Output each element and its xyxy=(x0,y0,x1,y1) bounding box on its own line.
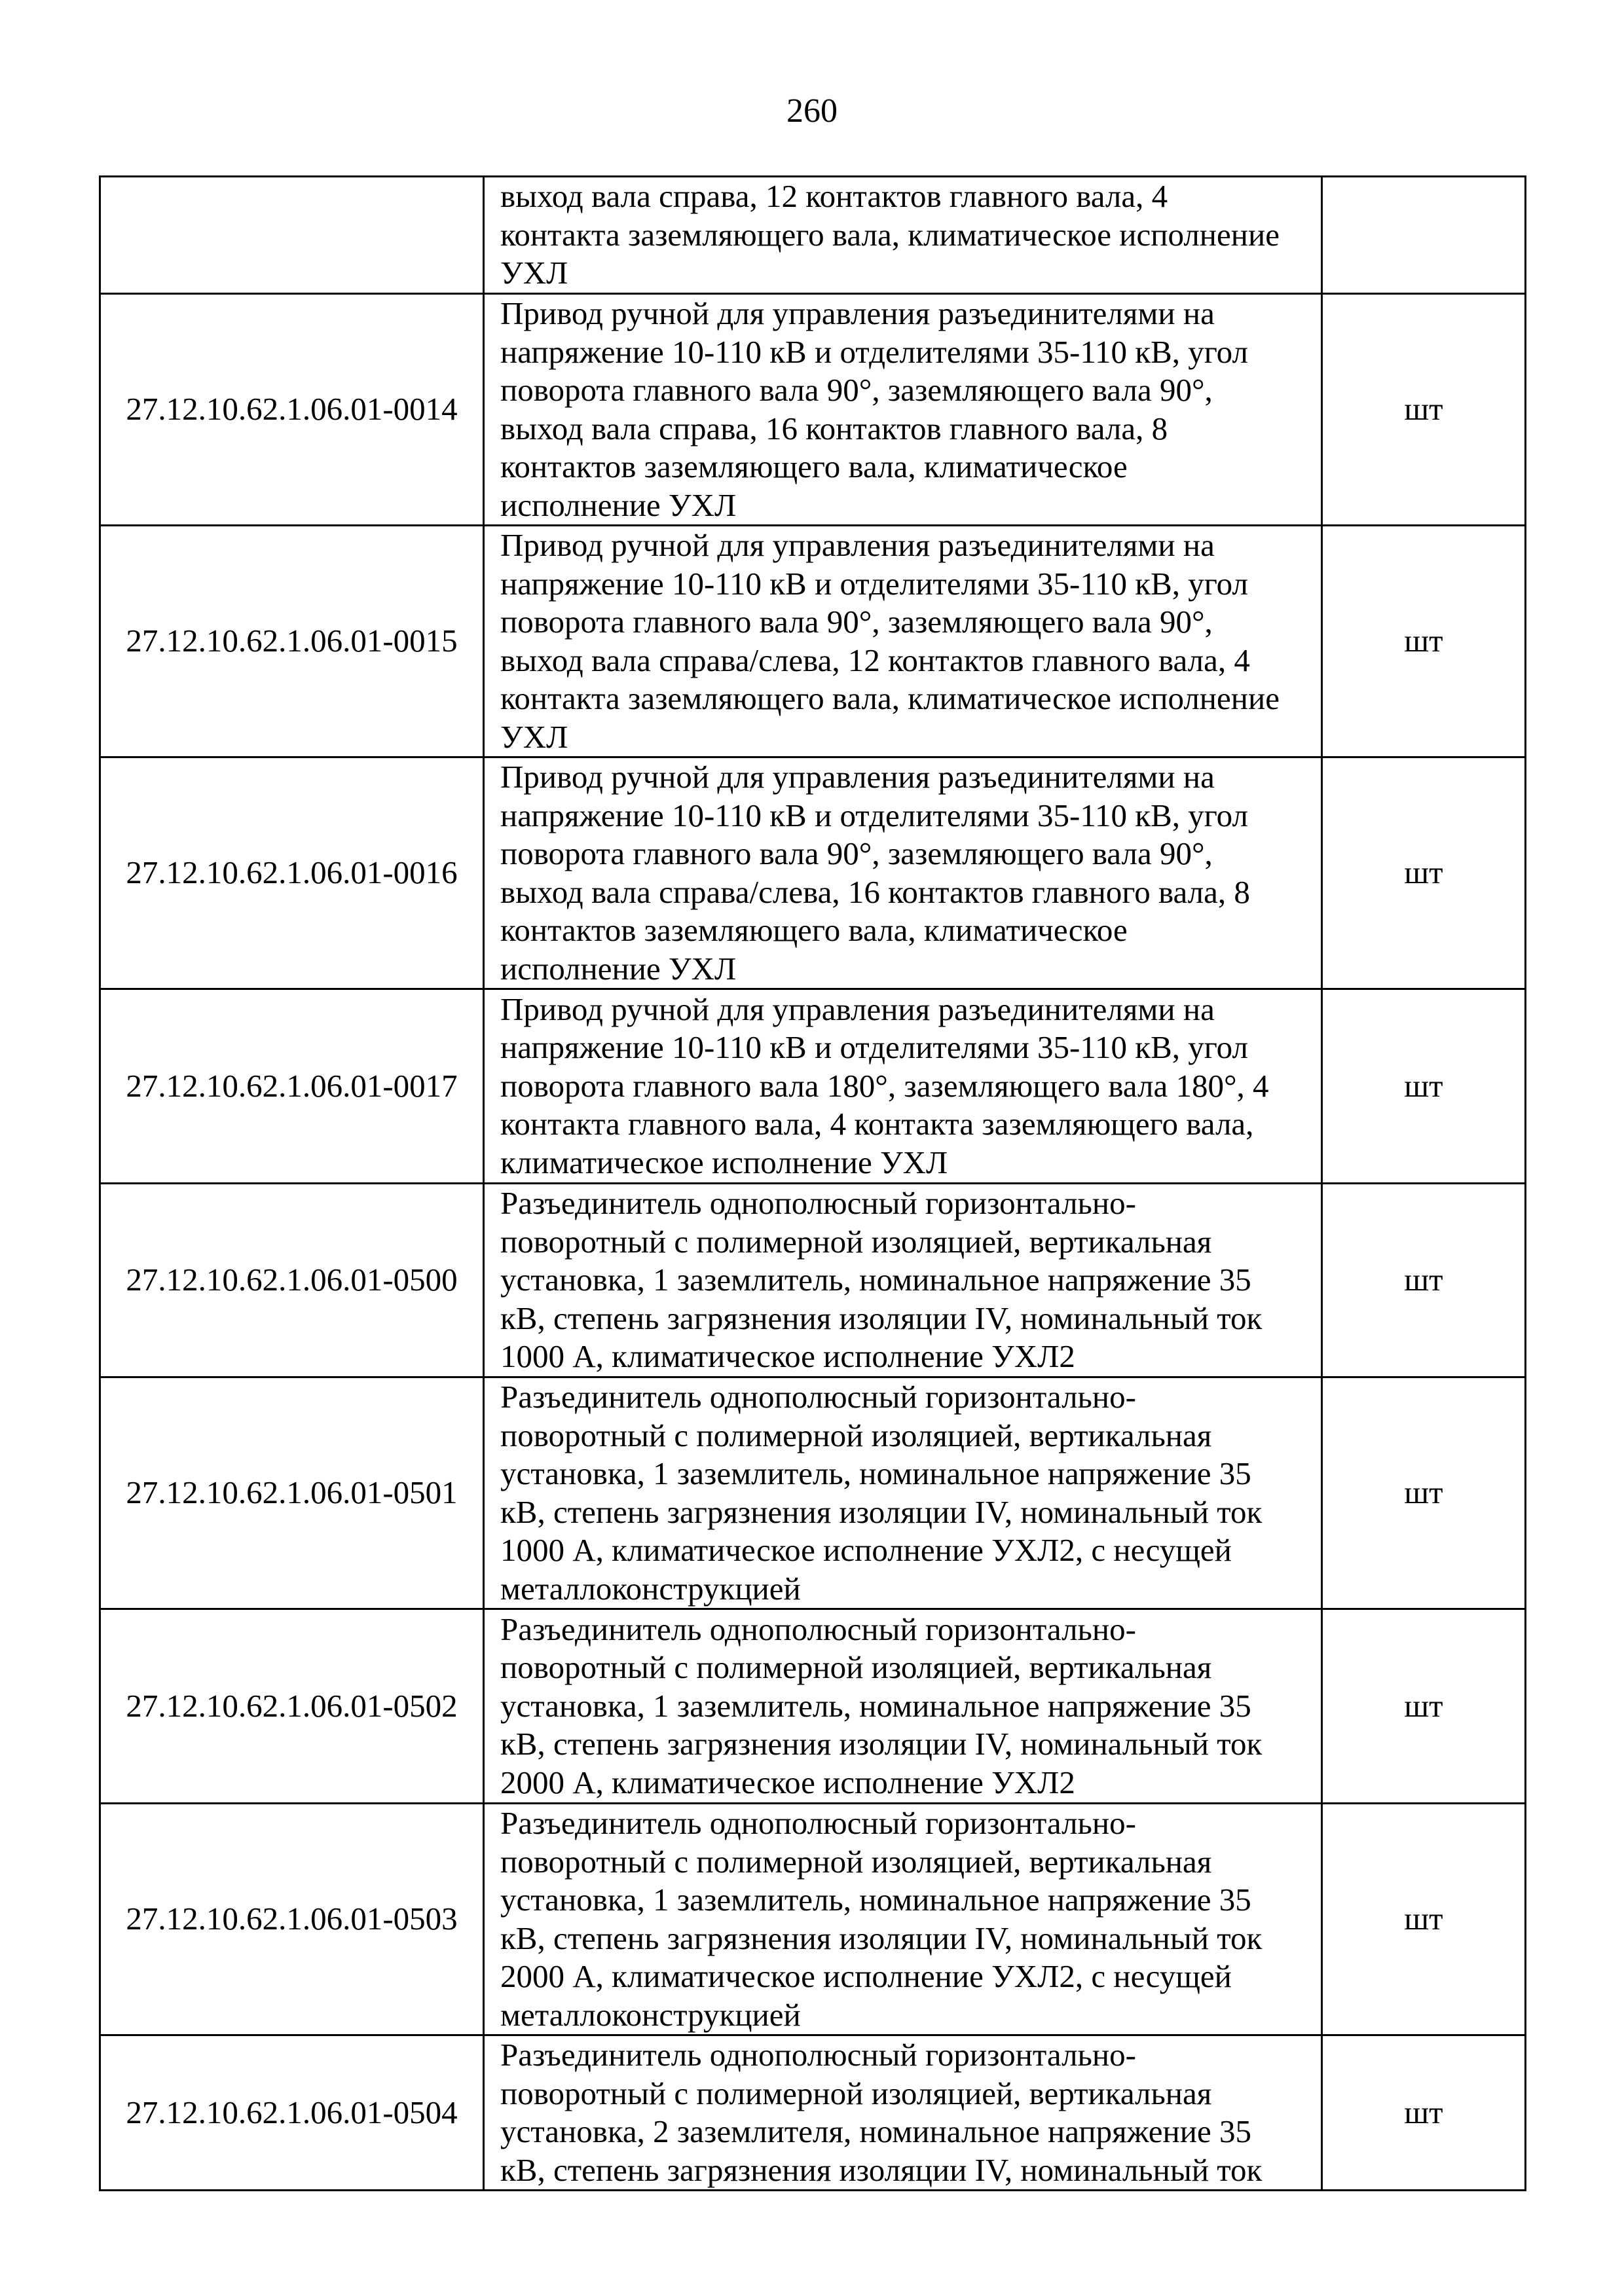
description-line: поворотный с полимерной изоляцией, вертикальная xyxy=(500,1843,1212,1880)
description-line: металлоконструкцией xyxy=(500,1996,801,2033)
description-line: поворота главного вала 90°, заземляющего вала 90°, xyxy=(500,372,1213,408)
resource-description-cell xyxy=(484,757,1322,989)
description-line: напряжение 10-110 кВ и отделителями 35-110 кВ, угол xyxy=(500,333,1248,370)
resource-description-cell xyxy=(484,1377,1322,1609)
description-line: кВ, степень загрязнения изоляции IV, номинальный ток xyxy=(500,1920,1263,1956)
resource-description-cell xyxy=(484,526,1322,757)
resource-code-cell: 27.12.10.62.1.06.01-0016 xyxy=(100,757,484,989)
description-line: Разъединитель однополюсный горизонтально- xyxy=(500,1805,1136,1841)
resource-description-cell xyxy=(484,1184,1322,1377)
unit-of-measure-cell: шт xyxy=(1322,989,1526,1184)
description-line: УХЛ xyxy=(500,255,568,291)
description-line: исполнение УХЛ xyxy=(500,486,737,523)
description-line: установка, 1 заземлитель, номинальное напряжение 35 xyxy=(500,1687,1251,1724)
description-line: установка, 1 заземлитель, номинальное напряжение 35 xyxy=(500,1882,1251,1918)
resource-code-cell: 27.12.10.62.1.06.01-0015 xyxy=(100,526,484,757)
description-line: поворота главного вала 90°, заземляющего вала 90°, xyxy=(500,604,1213,640)
description-line: выход вала справа, 16 контактов главного вала, 8 xyxy=(500,410,1168,446)
unit-of-measure-cell: шт xyxy=(1322,1609,1526,1804)
resource-table xyxy=(99,175,1526,2191)
description-line: установка, 2 заземлителя, номинальное напряжение 35 xyxy=(500,2113,1252,2149)
description-line: установка, 1 заземлитель, номинальное напряжение 35 xyxy=(500,1262,1251,1298)
description-line: Привод ручной для управления разъединителями на xyxy=(500,991,1215,1027)
resource-code-cell: 27.12.10.62.1.06.01-0503 xyxy=(100,1804,484,2035)
table-row xyxy=(100,1377,1526,1609)
description-line: поворота главного вала 90°, заземляющего вала 90°, xyxy=(500,835,1213,871)
description-line: Разъединитель однополюсный горизонтально- xyxy=(500,1379,1136,1415)
description-line: Привод ручной для управления разъединителями на xyxy=(500,295,1215,331)
resource-code-cell: 27.12.10.62.1.06.01-0504 xyxy=(100,2035,484,2191)
table-row xyxy=(100,1184,1526,1377)
unit-of-measure-cell: шт xyxy=(1322,1804,1526,2035)
description-line: кВ, степень загрязнения изоляции IV, номинальный ток xyxy=(500,1493,1263,1530)
description-line: контакта главного вала, 4 контакта заземляющего вала, xyxy=(500,1106,1254,1142)
description-line: установка, 1 заземлитель, номинальное напряжение 35 xyxy=(500,1455,1251,1491)
resource-code-cell: 27.12.10.62.1.06.01-0501 xyxy=(100,1377,484,1609)
description-line: напряжение 10-110 кВ и отделителями 35-110 кВ, угол xyxy=(500,797,1248,833)
resource-description-cell xyxy=(484,177,1322,294)
unit-of-measure-cell: шт xyxy=(1322,1377,1526,1609)
description-line: исполнение УХЛ xyxy=(500,950,737,987)
table-row xyxy=(100,989,1526,1184)
description-line: выход вала справа/слева, 16 контактов главного вала, 8 xyxy=(500,873,1250,910)
description-line: климатическое исполнение УХЛ xyxy=(500,1144,948,1180)
description-line: кВ, степень загрязнения изоляции IV, номинальный ток xyxy=(500,2151,1263,2188)
table-body xyxy=(100,177,1526,2191)
description-line: поворотный с полимерной изоляцией, вертикальная xyxy=(500,1223,1212,1260)
table-row xyxy=(100,757,1526,989)
resource-description-cell xyxy=(484,294,1322,526)
description-line: Привод ручной для управления разъединителями на xyxy=(500,759,1215,795)
resource-description-cell xyxy=(484,2035,1322,2191)
description-line: 1000 А, климатическое исполнение УХЛ2, с несущей xyxy=(500,1532,1232,1568)
description-line: 1000 А, климатическое исполнение УХЛ2 xyxy=(500,1338,1075,1375)
table-row xyxy=(100,1609,1526,1804)
table-row xyxy=(100,526,1526,757)
description-line: кВ, степень загрязнения изоляции IV, номинальный ток xyxy=(500,1300,1263,1336)
description-line: кВ, степень загрязнения изоляции IV, номинальный ток xyxy=(500,1726,1263,1762)
table-row xyxy=(100,177,1526,294)
description-line: контакта заземляющего вала, климатическое исполнение xyxy=(500,680,1280,716)
unit-of-measure-cell: шт xyxy=(1322,757,1526,989)
description-line: Привод ручной для управления разъединителями на xyxy=(500,527,1215,563)
description-line: выход вала справа, 12 контактов главного вала, 4 xyxy=(500,178,1168,215)
resource-code-cell: 27.12.10.62.1.06.01-0502 xyxy=(100,1609,484,1804)
description-line: контактов заземляющего вала, климатическое xyxy=(500,912,1128,948)
resource-code-cell: 27.12.10.62.1.06.01-0014 xyxy=(100,294,484,526)
description-line: контакта заземляющего вала, климатическое исполнение xyxy=(500,216,1280,253)
description-line: Разъединитель однополюсный горизонтально- xyxy=(500,1611,1136,1647)
description-line: УХЛ xyxy=(500,718,568,755)
unit-of-measure-cell: шт xyxy=(1322,526,1526,757)
table-row xyxy=(100,2035,1526,2191)
description-line: поворотный с полимерной изоляцией, вертикальная xyxy=(500,1649,1212,1686)
description-line: выход вала справа/слева, 12 контактов главного вала, 4 xyxy=(500,642,1250,678)
description-line: 2000 А, климатическое исполнение УХЛ2 xyxy=(500,1764,1075,1800)
unit-of-measure-cell: шт xyxy=(1322,1184,1526,1377)
description-line: напряжение 10-110 кВ и отделителями 35-110 кВ, угол xyxy=(500,565,1248,602)
resource-description-cell xyxy=(484,1804,1322,2035)
table-row xyxy=(100,1804,1526,2035)
description-line: поворотный с полимерной изоляцией, вертикальная xyxy=(500,1417,1212,1453)
unit-of-measure-cell xyxy=(1322,177,1526,294)
description-line: контактов заземляющего вала, климатическое xyxy=(500,448,1128,484)
description-line: Разъединитель однополюсный горизонтально- xyxy=(500,1185,1136,1222)
resource-description-cell xyxy=(484,989,1322,1184)
resource-code-cell: 27.12.10.62.1.06.01-0500 xyxy=(100,1184,484,1377)
unit-of-measure-cell: шт xyxy=(1322,294,1526,526)
page-number: 260 xyxy=(786,92,838,130)
description-line: поворота главного вала 180°, заземляющего вала 180°, 4 xyxy=(500,1067,1269,1104)
resource-code-cell: 27.12.10.62.1.06.01-0017 xyxy=(100,989,484,1184)
description-line: металлоконструкцией xyxy=(500,1570,801,1607)
resource-description-cell xyxy=(484,1609,1322,1804)
table-row xyxy=(100,294,1526,526)
resource-code-cell xyxy=(100,177,484,294)
description-line: 2000 А, климатическое исполнение УХЛ2, с несущей xyxy=(500,1958,1232,1994)
description-line: Разъединитель однополюсный горизонтально- xyxy=(500,2037,1136,2073)
unit-of-measure-cell: шт xyxy=(1322,2035,1526,2191)
description-line: поворотный с полимерной изоляцией, вертикальная xyxy=(500,2075,1212,2111)
description-line: напряжение 10-110 кВ и отделителями 35-110 кВ, угол xyxy=(500,1029,1248,1066)
